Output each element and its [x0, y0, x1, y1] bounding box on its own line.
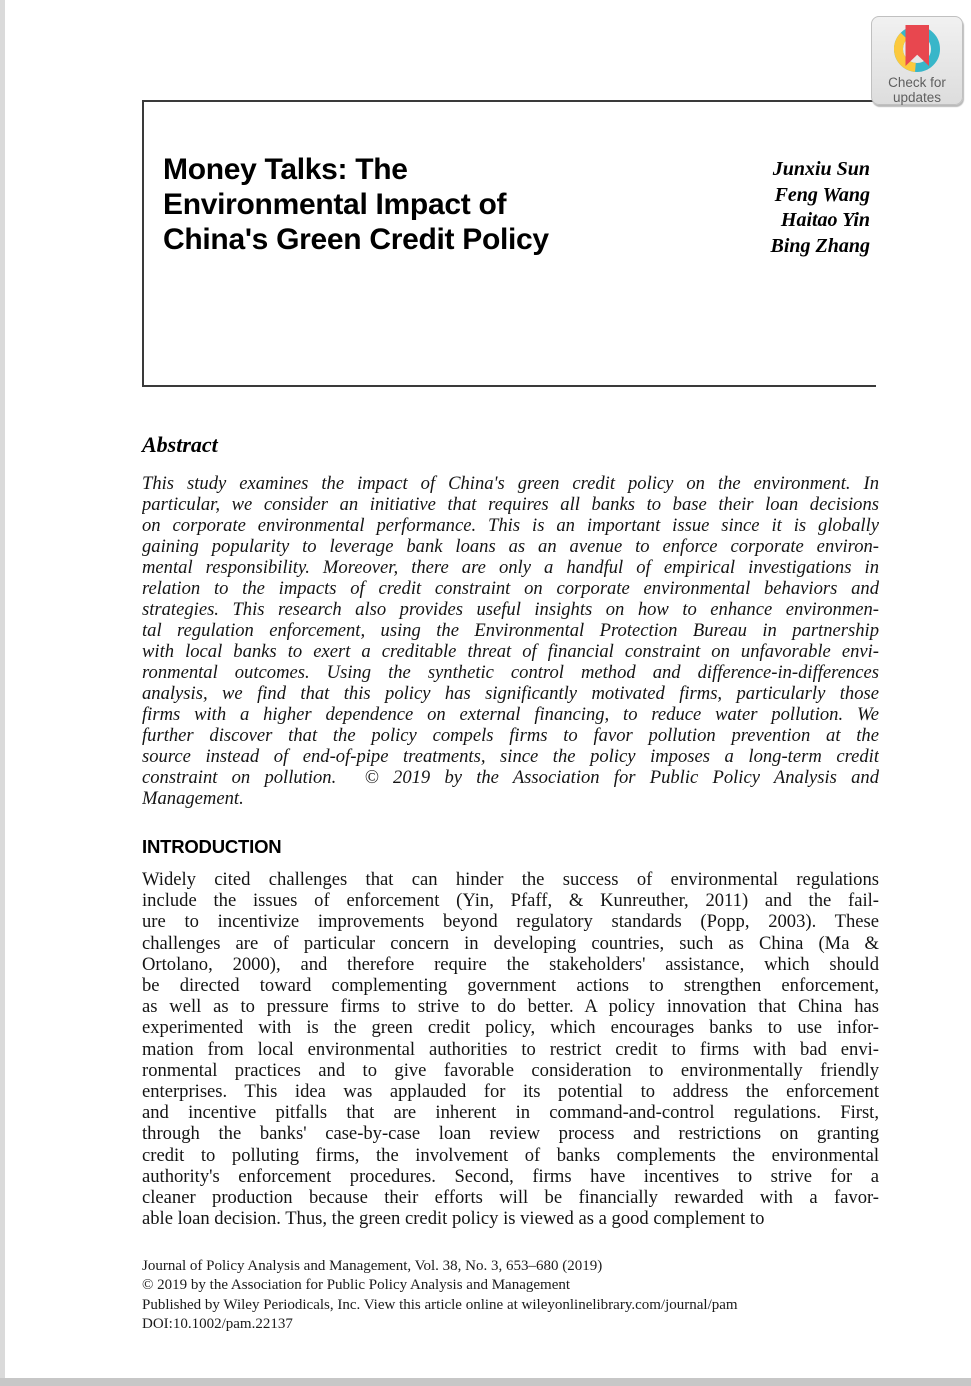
introduction-line: experimented with is the green credit policy, which encourages banks to use infor-: [142, 1017, 879, 1039]
imprint-line: Published by Wiley Periodicals, Inc. View this article online at wileyonlinelibrary.com/journal/pam: [142, 1296, 738, 1313]
introduction-heading: INTRODUCTION: [142, 836, 282, 857]
author-name: Junxiu Sun: [772, 158, 870, 180]
crossmark-icon: [872, 17, 962, 75]
introduction-line: and incentive pitfalls that are inherent in command-and-control regulations. First,: [142, 1102, 879, 1124]
abstract-line: with local banks to exert a creditable threat of financial constraint on unfavorable envi-: [142, 641, 879, 662]
introduction-line: Widely cited challenges that can hinder the success of environmental regulations: [142, 869, 879, 890]
abstract-line: ronmental outcomes. Using the synthetic control method and difference-in-differences: [142, 662, 879, 683]
page-edge-bottom: [0, 1378, 971, 1386]
author-name: Bing Zhang: [770, 234, 870, 257]
introduction-line: authority's enforcement procedures. Second, firms have incentives to strive for a: [142, 1165, 879, 1187]
abstract-line: on corporate environmental performance. This is an important issue since it is globally: [142, 515, 879, 536]
abstract-line: strategies. This research also provides useful insights on how to enhance environmen-: [142, 599, 879, 620]
abstract-line: gaining popularity to leverage bank loans as an avenue to enforce corporate environ-: [142, 536, 879, 557]
check-for-updates-badge[interactable]: [871, 16, 963, 105]
article-title-line: Money Talks: The: [163, 153, 408, 186]
abstract-line: This study examines the impact of China's green credit policy on the environment. In: [142, 473, 879, 494]
introduction-line: ronmental practices and to give favorable consideration to environmentally friendly: [142, 1059, 879, 1081]
introduction-line: ure to incentivize improvements beyond regulatory standards (Popp, 2003). These: [142, 911, 879, 933]
introduction-line: mation from local environmental authorities to restrict credit to firms with bad envi-: [142, 1038, 879, 1060]
introduction-line: credit to polluting firms, the involvement of banks complements the environmental: [142, 1144, 879, 1166]
author-name: Haitao Yin: [780, 209, 870, 232]
abstract-paragraph: [142, 473, 879, 809]
author-list: [771, 157, 870, 259]
introduction-line: challenges are of particular concern in developing countries, such as China (Ma &: [142, 932, 879, 954]
imprint-line: Journal of Policy Analysis and Management, Vol. 38, No. 3, 653–680 (2019): [142, 1258, 603, 1274]
introduction-line: include the issues of enforcement (Yin, Pfaff, & Kunreuther, 2011) and the fail-: [142, 890, 879, 912]
abstract-line: particular, we consider an initiative that requires all banks to base their loan decisions: [142, 494, 879, 515]
article-title: [163, 152, 549, 257]
abstract-line: firms with a higher dependence on external financing, to reduce water pollution. We: [142, 704, 879, 725]
journal-imprint: [142, 1257, 902, 1335]
introduction-paragraph: [142, 869, 879, 1229]
introduction-line: as well as to pressure firms to strive to do better. A policy innovation that China has: [142, 996, 879, 1018]
abstract-line: Management.: [142, 788, 244, 809]
crossmark-bookmark-icon: [906, 25, 930, 66]
badge-label-line1: Check for: [888, 75, 946, 90]
article-title-line: Environmental Impact of: [163, 188, 507, 221]
introduction-line: able loan decision. Thus, the green credit policy is viewed as a good complement to: [142, 1208, 765, 1230]
abstract-heading: Abstract: [142, 432, 218, 457]
introduction-line: be directed toward complementing government actions to strengthen enforcement,: [142, 975, 879, 997]
imprint-line: DOI:10.1002/pam.22137: [142, 1316, 293, 1333]
badge-label-line2: updates: [892, 90, 942, 105]
article-title-line: China's Green Credit Policy: [163, 223, 549, 256]
abstract-line: analysis, we find that this policy has significantly motivated firms, particularly those: [142, 683, 879, 704]
author-name: Feng Wang: [774, 183, 870, 206]
imprint-line: © 2019 by the Association for Public Policy Analysis and Management: [142, 1277, 571, 1294]
abstract-line: tal regulation enforcement, using the Environmental Protection Bureau in partnership: [142, 620, 879, 641]
abstract-line: relation to the impacts of credit constraint on corporate environmental behaviors and: [142, 578, 879, 599]
introduction-line: Ortolano, 2000), and therefore require the stakeholders' assistance, which should: [142, 953, 879, 975]
abstract-line: mental responsibility. Moreover, there are only a handful of empirical investigations in: [142, 557, 879, 578]
introduction-line: enterprises. This idea was applauded for its potential to address the enforcement: [142, 1081, 879, 1103]
introduction-line: through the banks' case-by-case loan review process and restrictions on granting: [142, 1123, 879, 1145]
abstract-line: constraint on pollution. © 2019 by the Association for Public Policy Analysis and: [142, 767, 879, 788]
abstract-line: source instead of end-of-pipe treatments, since the policy imposes a long-term credit: [142, 746, 879, 767]
abstract-line: further discover that the policy compels firms to favor pollution prevention at the: [142, 725, 879, 746]
introduction-line: cleaner production because their efforts will be financially rewarded with a favor-: [142, 1187, 879, 1209]
